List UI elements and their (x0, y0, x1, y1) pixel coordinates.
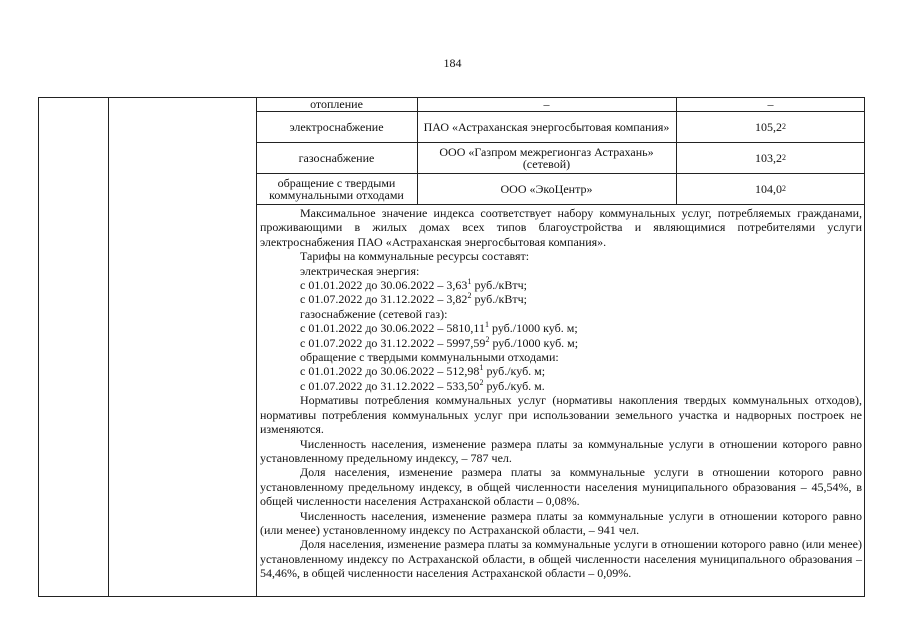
tariffs-heading: Тарифы на коммунальные ресурсы составят: (300, 249, 530, 264)
row-divider (256, 204, 865, 205)
page-number: 184 (443, 56, 462, 70)
table-cell-index: – (767, 97, 774, 111)
table-cell-service: обращение с твердыми коммунальными отходами (269, 175, 404, 202)
index-value: 104,0 (755, 181, 782, 196)
table-cell-service: газоснабжение (298, 150, 375, 165)
table-cell-service: отопление (310, 97, 363, 111)
table-cell-index: 104,0 2 (755, 181, 786, 196)
table-cell-provider: ПАО «Астраханская энергосбытовая компания» (423, 119, 670, 134)
table-cell-provider: – (543, 97, 550, 111)
paragraph-share-1: Доля населения, изменение размера платы за коммунальные услуги в отношении которого равно установленному предельному индексу, в общей численности населения муниципального образования – 45,54%, в общей численности населения Астраханской области – 0,08%. (260, 465, 862, 509)
paragraph-max-index: Максимальное значение индекса соответствует набору коммунальных услуг, потребляемых гражданами, проживающими в жилых домах всех типов благоустройства и являющимися потребителями услуги электроснабжения ПАО «Астраханская энергосбытовая компания». (260, 206, 862, 249)
table-cell-service: электроснабжение (289, 119, 384, 134)
paragraph-norms: Нормативы потребления коммунальных услуг (нормативы накопления твердых коммунальных отходов), нормативы потребления коммунальных услуг при использовании земельного участка и надворных построек не изменяются. (260, 393, 862, 437)
tariff-line: с 01.01.2022 до 30.06.2022 – 5810,11$^1$ руб./1000 куб. м; (300, 320, 578, 336)
body-text (260, 206, 862, 581)
paragraph-share-2: Доля населения, изменение размера платы за коммунальные услуги в отношении которого равно (или менее) установленному индексу по Астраханской области, в общей численности населения муниципального образования – 54,46%, в общей численности населения Астраханской области – 0,09%. (260, 537, 862, 581)
paragraph-population-2: Численность населения, изменение размера платы за коммунальные услуги в отношении которого равно (или менее) установленному индексу по Астраханской области, – 941 чел. (260, 508, 862, 537)
index-value: 105,2 (755, 119, 782, 134)
paragraph-population-1: Численность населения, изменение размера платы за коммунальные услуги в отношении которого равно установленному предельному индексу, – 787 чел. (260, 436, 862, 465)
tariff-line: с 01.07.2022 до 31.12.2022 – 533,50$^2$ руб./куб. м. (300, 377, 545, 393)
table-cell-index: 103,2 2 (755, 150, 786, 165)
table-cell-provider: ООО «Газпром межрегионгаз Астрахань» (сетевой) (439, 144, 654, 171)
tariff-line: с 01.01.2022 до 30.06.2022 – 3,63$^1$ руб./кВтч; (300, 277, 528, 293)
gas-heading: газоснабжение (сетевой газ): (300, 306, 448, 321)
waste-heading: обращение с твердыми коммунальными отходами: (300, 350, 559, 365)
table-cell-index: 105,2 2 (755, 119, 786, 134)
column-divider (108, 97, 109, 597)
tariff-line: с 01.07.2022 до 31.12.2022 – 5997,59$^2$ руб./1000 куб. м; (300, 334, 579, 350)
tariff-line: с 01.01.2022 до 30.06.2022 – 512,98$^1$ руб./куб. м; (300, 363, 546, 379)
index-value: 103,2 (755, 150, 782, 165)
tariff-line: с 01.07.2022 до 31.12.2022 – 3,82$^2$ руб./кВтч; (300, 291, 528, 307)
electric-heading: электрическая энергия: (300, 263, 420, 278)
table-cell-provider: ООО «ЭкоЦентр» (500, 181, 593, 196)
